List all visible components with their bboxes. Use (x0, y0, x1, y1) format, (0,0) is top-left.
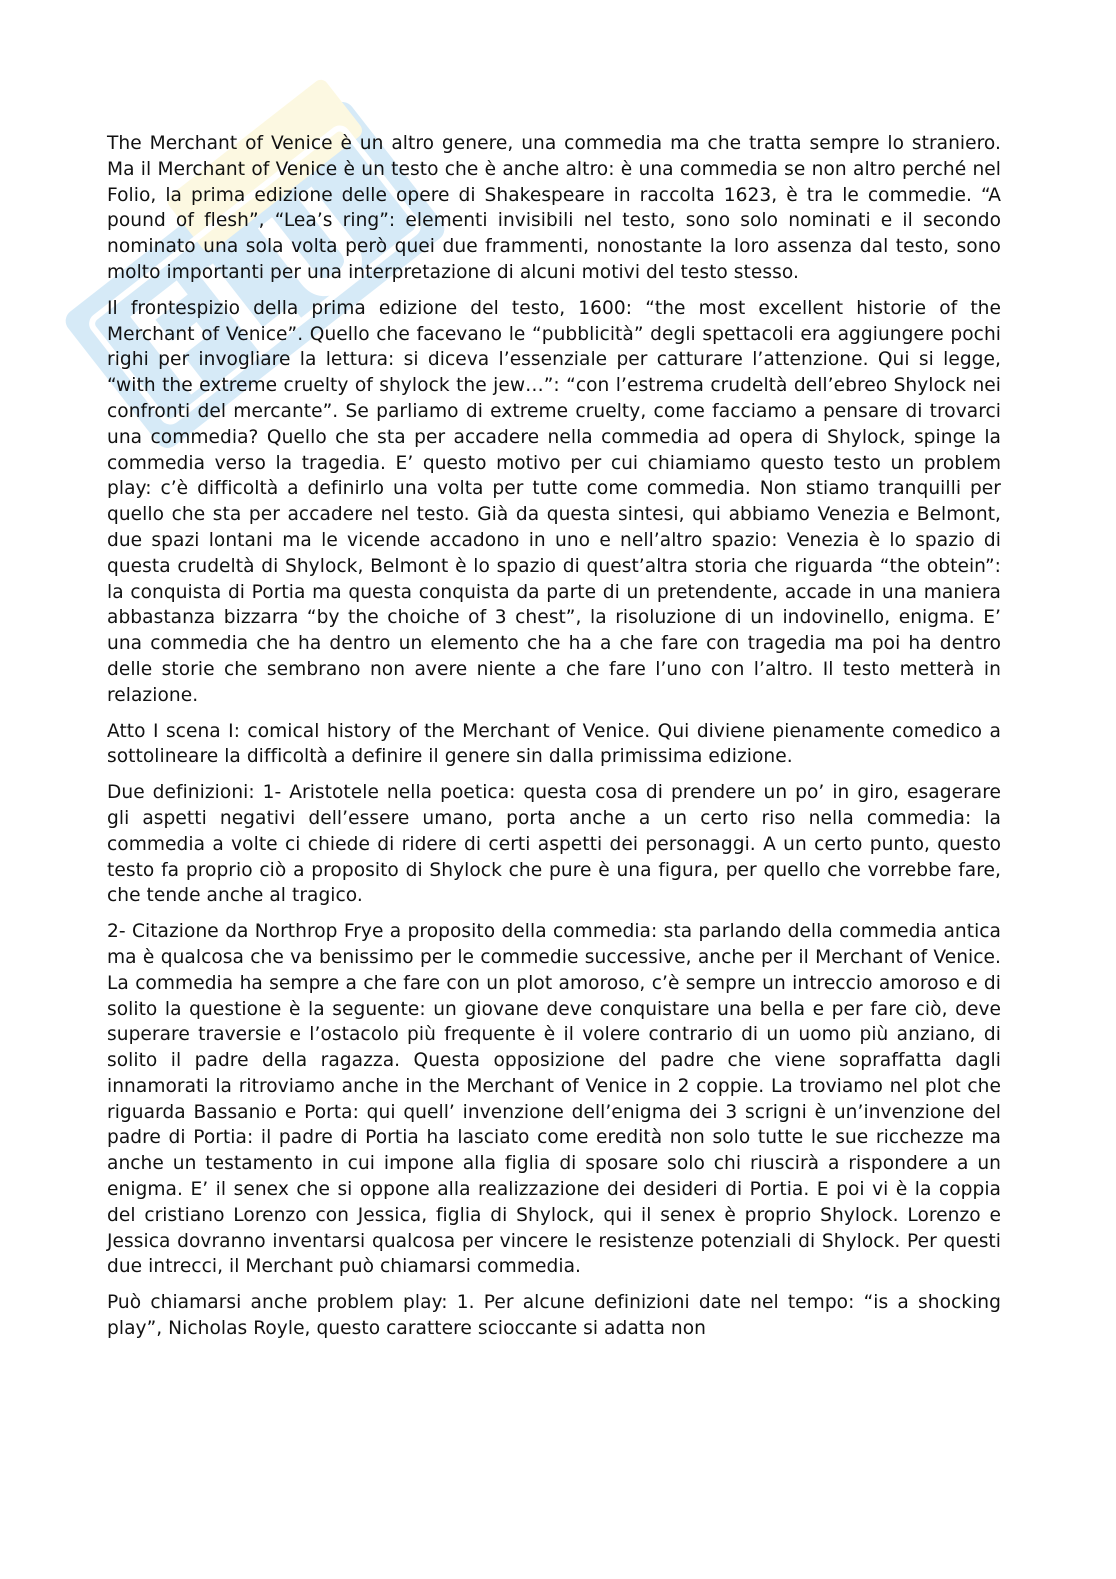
paragraph-northrop-frye: 2- Citazione da Northrop Frye a proposito della commedia: sta parlando della commedia antica ma è qualcosa che va benissimo per le commedie successive, anche per il Merchant of Venice. La commedia ha sempre a che fare con un plot amoroso, c’è sempre un intreccio amoroso e di solito la questione è la seguente: un giovane deve conquistare una bella e per fare ciò, deve superare traversie e l’ostacolo più frequente è il volere contrario di un uomo più anziano, di solito il padre della ragazza. Questa opposizione del padre che viene sopraffatta dagli innamorati la ritroviamo anche in the Merchant of Venice in 2 coppie. La troviamo nel plot che riguarda Bassanio e Porta: qui quell’ invenzione dell’enigma dei 3 scrigni è un’invenzione del padre di Portia: il padre di Portia ha lasciato come eredità non solo tutte le sue ricchezze ma anche un testamento in cui impone alla figlia di sposare solo chi riuscirà a rispondere a un enigma. E’ il senex che si oppone alla realizzazione dei desideri di Portia. E poi vi è la coppia del cristiano Lorenzo con Jessica, figlia di Shylock, qui il senex è proprio Shylock. Lorenzo e Jessica dovranno inventarsi qualcosa per vincere le resistenze potenziali di Shylock. Per questi due intrecci, il Merchant può chiamarsi commedia. (107, 921, 1001, 1278)
paragraph-atto-scena: Atto I scena I: comical history of the Merchant of Venice. Qui diviene pienamente comedico a sottolineare la difficoltà a definire il genere sin dalla primissima edizione. (107, 720, 1001, 768)
paragraph-frontespizio: Il frontespizio della prima edizione del testo, 1600: “the most excellent historie of the Merchant of Venice”. Quello che facevano le “pubblicità” degli spettacoli era aggiungere pochi righi per invogliare la lettura: si diceva l’essenziale per catturare l’attenzione. Qui si legge, “with the extreme cruelty of shylock the jew…”: “con l’estrema crudeltà dell’ebreo Shylock nei confronti del mercante”. Se parliamo di extreme cruelty, come facciamo a pensare di trovarci una commedia? Quello che sta per accadere nella commedia ad opera di Shylock, spinge la commedia verso la tragedia. E’ questo motivo per cui chiamiamo questo testo un problem play: c’è difficoltà a definirlo una volta per tutte come commedia. Non stiamo tranquilli per quello che sta per accadere nel testo. Già da questa sintesi, qui abbiamo Venezia e Belmont, due spazi lontani ma le vicende accadono in uno e nell’altro spazio: Venezia è lo spazio di questa crudeltà di Shylock, Belmont è lo spazio di quest’altra storia che riguarda “the obtein”: la conquista di Portia ma questa conquista da parte di un pretendente, accade in una maniera abbastanza bizzarra “by the choiche of 3 chest”, la risoluzione di un indovinello, enigma. E’ una commedia che ha dentro un elemento che ha a che fare con tragedia ma poi ha dentro delle storie che sembrano non avere niente a che fare l’uno con l’altro. Il testo metterà in relazione. (107, 297, 1001, 706)
paragraph-merchant-intro: The Merchant of Venice è un altro genere, una commedia ma che tratta sempre lo straniero. Ma il Merchant of Venice è un testo che è anche altro: è una commedia se non altro perché nel Folio, la prima edizione delle opere di Shakespeare in raccolta 1623, è tra le commedie. “A pound of flesh”, “Lea’s ring”: elementi invisibili nel testo, sono solo nominati e il secondo nominato una sola volta però quei due frammenti, nonostante la loro assenza dal testo, sono molto importanti per una interpretazione di alcuni motivi del testo stesso. (107, 133, 1001, 283)
paragraph-problem-play: Può chiamarsi anche problem play: 1. Per alcune definizioni date nel tempo: “is a shocking play”, Nicholas Royle, questo carattere scioccante si adatta non (107, 1292, 1001, 1340)
paragraph-due-definizioni: Due definizioni: 1- Aristotele nella poetica: questa cosa di prendere un po’ in giro, esagerare gli aspetti negativi dell’essere umano, porta anche a un certo riso nella commedia: la commedia a volte ci chiede di ridere di certi aspetti dei personaggi. A un certo punto, questo testo fa proprio ciò a proposito di Shylock che pure è una figura, per quello che vorrebbe fare, che tende anche al tragico. (107, 782, 1001, 907)
document-body (107, 131, 1001, 1342)
